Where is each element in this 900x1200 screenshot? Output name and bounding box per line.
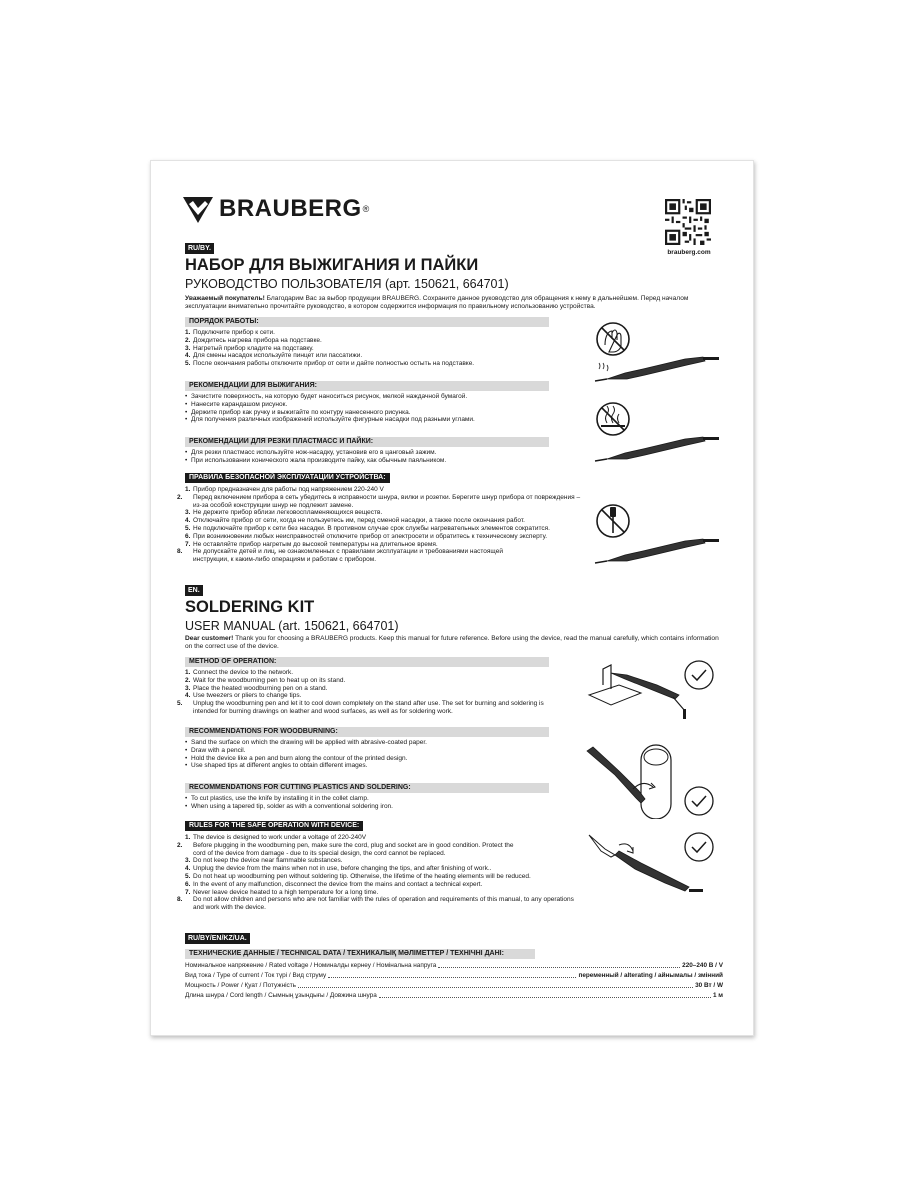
list-item: • Hold the device like a pen and burn along the contour of the printed design. bbox=[185, 754, 408, 762]
ru-safety-list bbox=[177, 486, 585, 564]
list-item: • To cut plastics, use the knife by installing it in the collet clamp. bbox=[185, 795, 369, 802]
en-safety-list bbox=[177, 834, 585, 912]
list-item: 3. Do not keep the device near flammable substances. bbox=[185, 857, 343, 865]
list-item: 1. The device is designed to work under a voltage of 220-240V bbox=[185, 834, 367, 841]
ru-illustration-safety bbox=[585, 499, 723, 565]
en-burning-heading: RECOMMENDATIONS FOR WOODBURNING: bbox=[185, 727, 549, 737]
list-item: 4. Для смены насадок используйте пинцет или пассатижи. bbox=[185, 352, 363, 360]
ru-cutting-list bbox=[185, 449, 565, 465]
list-item: • Use shaped tips at different angles to obtain different images. bbox=[185, 762, 368, 770]
tech-row-power: Мощность / Power / Қуат / Потужність 30 Вт / W bbox=[185, 982, 723, 989]
list-item: 7. Не оставляйте прибор нагретым до высокой температуры на длительное время. bbox=[185, 540, 438, 548]
list-item: 5. Do not heat up woodburning pen without soldering tip. Otherwise, the lifetime of the heating elements will be reduced. bbox=[185, 872, 531, 880]
brand-reg-mark: ® bbox=[362, 204, 370, 214]
list-item: 1. Прибор предназначен для работы под напряжением 220-240 V bbox=[185, 486, 384, 493]
brand-name: BRAUBERG bbox=[219, 195, 362, 222]
en-illustration-stand bbox=[585, 649, 723, 721]
pen-on-stand-icon bbox=[589, 665, 686, 719]
checkmark-circle-icon bbox=[685, 661, 713, 689]
ru-burning-list bbox=[185, 393, 565, 424]
en-illustration-burning bbox=[585, 739, 723, 819]
list-item: 2. Wait for the woodburning pen to heat up on its stand. bbox=[185, 676, 346, 684]
burning-pen-icon bbox=[595, 357, 719, 381]
en-operation-heading: METHOD OF OPERATION: bbox=[185, 657, 549, 667]
ru-title: НАБОР ДЛЯ ВЫЖИГАНИЯ И ПАЙКИ bbox=[185, 256, 479, 274]
lang-tag-ru: RU/BY. bbox=[185, 243, 214, 254]
heat-warning-icon bbox=[597, 403, 629, 435]
ru-cutting-heading: РЕКОМЕНДАЦИИ ДЛЯ РЕЗКИ ПЛАСТМАСС И ПАЙКИ: bbox=[185, 437, 549, 447]
tech-row-cord-length: Длина шнура / Cord length / Сымның ұзындығы / Довжина шнура 1 м bbox=[185, 992, 723, 999]
brand-url: brauberg.com bbox=[667, 249, 711, 256]
list-item: 5. Unplug the woodburning pen and let it to cool down completely on the stand after use. The set for burning and soldering is intended for burning drawings on leather and wood surfaces, as well as for soldering work. bbox=[177, 700, 544, 715]
cord-wrap-icon bbox=[587, 745, 671, 819]
en-cutting-heading: RECOMMENDATIONS FOR CUTTING PLASTICS AND SOLDERING: bbox=[185, 783, 549, 793]
screwdriver-no-icon bbox=[597, 505, 629, 537]
list-item: • When using a tapered tip, solder as with a conventional soldering iron. bbox=[185, 802, 393, 810]
ru-intro-greeting: Уважаемый покупатель! bbox=[185, 295, 265, 302]
en-operation-list bbox=[177, 669, 585, 716]
brauberg-check-logo-icon bbox=[183, 195, 213, 223]
list-item: 4. Unplug the device from the mains when not in use, before changing the tips, and after finishing of work.. bbox=[185, 865, 492, 873]
checkmark-circle-icon bbox=[685, 787, 713, 815]
en-intro-greeting: Dear customer! bbox=[185, 635, 234, 642]
list-item: 3. Нагретый прибор кладите на подставку. bbox=[185, 344, 314, 352]
list-item: • Sand the surface on which the drawing will be applied with abrasive-coated paper. bbox=[185, 739, 427, 746]
list-item: 3. Не держите прибор вблизи легковоспламеняющихся веществ. bbox=[185, 509, 383, 517]
list-item: 6. In the event of any malfunction, disconnect the device from the mains and contact a technical expert. bbox=[185, 880, 483, 888]
list-item: • Для резки пластмасс используйте нож-насадку, установив его в цанговый зажим. bbox=[185, 449, 437, 456]
list-item: 1. Connect the device to the network. bbox=[185, 669, 294, 676]
list-item: • Держите прибор как ручку и выжигайте по контуру нанесенного рисунка. bbox=[185, 408, 411, 416]
list-item: 7. Never leave device heated to a high temperature for a long time. bbox=[185, 888, 379, 896]
list-item: 2. Дождитесь нагрева прибора на подставке. bbox=[185, 336, 322, 344]
list-item: 3. Place the heated woodburning pen on a stand. bbox=[185, 684, 328, 692]
en-cutting-list bbox=[185, 795, 565, 811]
list-item: • Для получения различных изображений используйте фигурные насадки под разными углами. bbox=[185, 416, 475, 424]
ru-illustration-burning bbox=[585, 397, 723, 463]
ru-burning-heading: РЕКОМЕНДАЦИИ ДЛЯ ВЫЖИГАНИЯ: bbox=[185, 381, 549, 391]
ru-subtitle: РУКОВОДСТВО ПОЛЬЗОВАТЕЛЯ (арт. 150621, 664701) bbox=[185, 277, 509, 291]
list-item: • При использовании конического жала производите пайку, как обычным паяльником. bbox=[185, 456, 447, 464]
en-safety-heading: RULES FOR THE SAFE OPERATION WITH DEVICE: bbox=[185, 821, 363, 831]
ru-safety-heading: ПРАВИЛА БЕЗОПАСНОЙ ЭКСПЛУАТАЦИИ УСТРОЙСТВА: bbox=[185, 473, 390, 483]
manual-sheet bbox=[150, 160, 754, 1036]
lang-tag-tech: RU/BY/EN/KZ/UA. bbox=[185, 933, 250, 944]
checkmark-circle-icon bbox=[685, 833, 713, 861]
list-item: 4. Use tweezers or pliers to change tips. bbox=[185, 692, 302, 700]
tech-heading: ТЕХНИЧЕСКИЕ ДАННЫЕ / TECHNICAL DATA / ТЕХНИКАЛЫҚ МӘЛІМЕТТЕР / ТЕХНІЧНІ ДАНІ: bbox=[185, 949, 535, 959]
list-item: • Нанесите карандашом рисунок. bbox=[185, 400, 288, 408]
qr-code-icon bbox=[665, 199, 711, 245]
brand-logo bbox=[183, 194, 369, 224]
list-item: 2. Перед включением прибора в сеть убедитесь в исправности шнура, вилки и розетки. Берегите шнур прибора от повреждения – из-за особой конструкции шнур не подлежит замене. bbox=[177, 493, 581, 509]
list-item: • Зачистите поверхность, на которую будет наноситься рисунок, мелкой наждачной бумагой. bbox=[185, 393, 468, 400]
tech-row-voltage: Номинальное напряжение / Rated voltage / Номиналды кернеу / Номінальна напруга 220–240 В / V bbox=[185, 962, 723, 969]
list-item: 5. После окончания работы отключите прибор от сети и дайте полностью остыть на подставке. bbox=[185, 360, 475, 368]
no-touch-hand-icon bbox=[597, 323, 629, 355]
list-item: 2. Before plugging in the woodburning pen, make sure the cord, plug and socket are in good condition. Protect the cord of the device from damage - due to its special design, the cord cannot be replaced. bbox=[177, 841, 514, 857]
burning-pen-icon bbox=[595, 437, 719, 461]
en-intro-text: Thank you for choosing a BRAUBERG products. Keep this manual for future reference. Before using the device, read the manual carefully, which contains information on the correct use of the device. bbox=[185, 635, 719, 650]
list-item: 5. Не подключайте прибор к сети без насадки. В противном случае срок службы нагревательных элементов сократится. bbox=[185, 524, 550, 532]
lang-tag-en: EN. bbox=[185, 585, 203, 596]
list-item: 6. При возникновении любых неисправностей отключите прибор от электросети и обратитесь к техническому эксперту. bbox=[185, 532, 547, 540]
list-item: 8. Не допускайте детей и лиц, не ознакомленных с правилами эксплуатации и требованиями настоящей инструкции, к каким-либо операциям и работам с прибором. bbox=[177, 548, 503, 564]
list-item: 4. Отключайте прибор от сети, когда не пользуетесь им, перед сменой насадки, а также после окончания работ. bbox=[185, 517, 525, 525]
tech-row-current: Вид тока / Type of current / Ток түрі / Вид струму переменный / alterating / айнымалы / змінний bbox=[185, 972, 723, 979]
list-item: 8. Do not allow children and persons who are not familiar with the rules of operation and requirements of this manual, to any operations and work with the device. bbox=[177, 896, 574, 912]
en-subtitle: USER MANUAL (art. 150621, 664701) bbox=[185, 619, 399, 633]
ru-operation-list bbox=[185, 329, 565, 368]
ru-operation-heading: ПОРЯДОК РАБОТЫ: bbox=[185, 317, 549, 327]
en-title: SOLDERING KIT bbox=[185, 598, 315, 616]
list-item: 1. Подключите прибор к сети. bbox=[185, 329, 275, 336]
en-illustration-knife bbox=[585, 825, 723, 905]
en-burning-list bbox=[185, 739, 565, 770]
ru-illustration-operation bbox=[585, 317, 723, 383]
list-item: • Draw with a pencil. bbox=[185, 746, 246, 754]
ru-intro bbox=[185, 295, 723, 311]
ru-intro-text: Благодарим Вас за выбор продукции BRAUBERG. Сохраните данное руководство для обращения к нему в дальнейшем. Перед началом эксплуатации внимательно прочитайте руководство, в котором содержится информация по правильному использованию устройства. bbox=[185, 295, 689, 310]
burning-pen-icon bbox=[595, 539, 719, 563]
